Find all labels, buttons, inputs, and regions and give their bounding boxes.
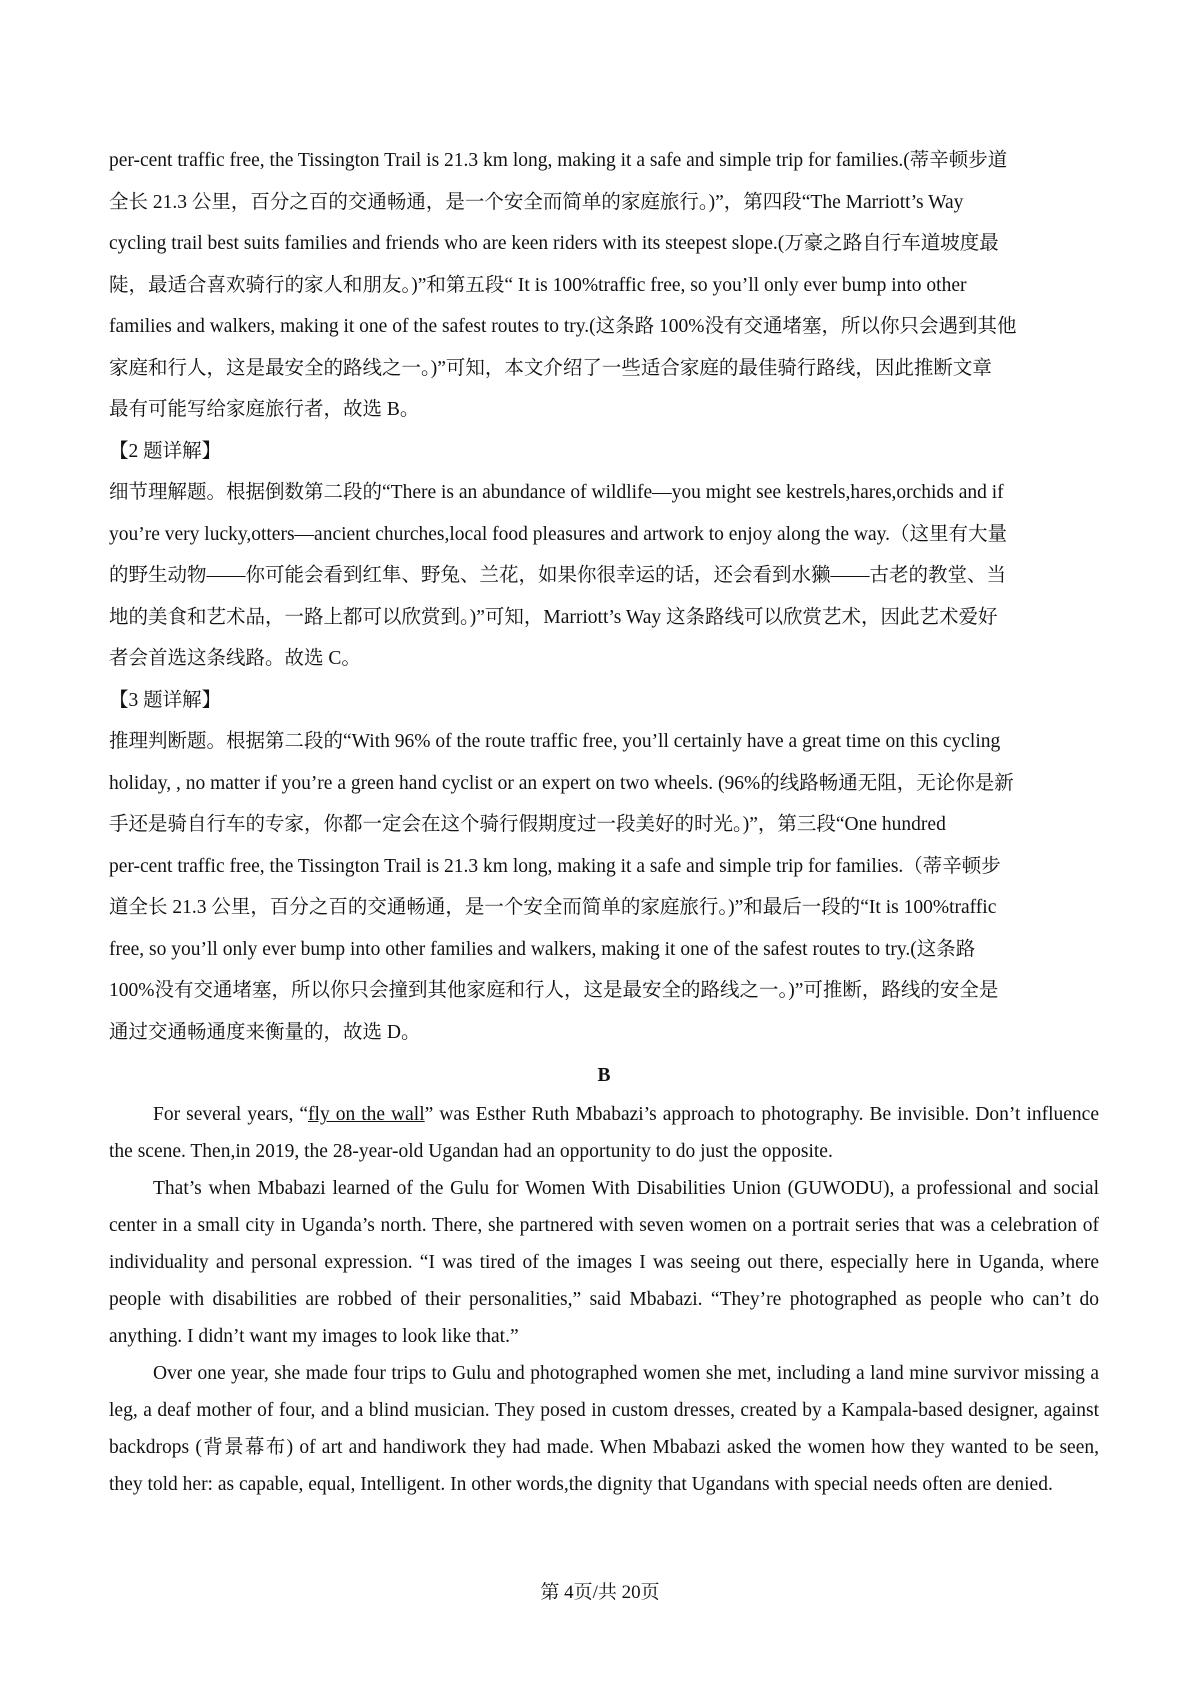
text-line: 手还是骑自行车的专家，你都一定会在这个骑行假期度过一段美好的时光。)”，第三段“One hundred [109,814,946,835]
paragraph-1-start: For several years, “ [153,1104,309,1125]
question-3-explanation [109,680,1099,1054]
paragraph-1-rest: ” was Esther Ruth Mbabazi’s approach to photography. Be invisible. Don’t influence the scene. Then,in 2019, the 28-year-old Ugandan had an opportunity to do just the opposite. [109,1104,1099,1162]
question-2-heading: 【2 题详解】 [109,440,222,462]
passage-paragraph-2: That’s when Mbabazi learned of the Gulu for Women With Disabilities Union (GUWODU), a professional and social center in a small city in Uganda’s north. There, she partnered with seven women on a portrait series that was a celebration of individuality and personal expression. “I was tired of the images I was seeing out there, especially here in Uganda, where people with disabilities are robbed of their personalities,” said Mbabazi. “They’re photographed as people who can’t do anything. I didn’t want my images to look like that.” [109,1178,1099,1347]
text-line: 家庭和行人，这是最安全的路线之一。)”可知，本文介绍了一些适合家庭的最佳骑行路线，因此推断文章 [109,357,992,379]
section-b-title: B [597,1065,611,1086]
text-line: 通过交通畅通度来衡量的，故选 D。 [109,1021,421,1043]
page-content [109,140,1099,1503]
passage-paragraph-1 [109,1096,1099,1170]
text-line: families and walkers, making it one of the safest routes to try.(这条路 100%没有交通堵塞，所以你只会遇到其他 [109,316,1017,337]
text-line: 地的美食和艺术品，一路上都可以欣赏到。)”可知，Marriott’s Way 这条路线可以欣赏艺术，因此艺术爱好 [109,606,998,628]
text-line: per-cent traffic free, the Tissington Trail is 21.3 km long, making it a safe and simple trip for families.（蒂辛顿步 [109,855,1001,877]
text-line: free, so you’ll only ever bump into other families and walkers, making it one of the safest routes to try.(这条路 [109,938,976,960]
text-line: you’re very lucky,otters—ancient churches,local food pleasures and artwork to enjoy along the way.（这里有大量 [109,523,1007,545]
text-line: per-cent traffic free, the Tissington Trail is 21.3 km long, making it a safe and simple trip for families.(蒂辛顿步道 [109,150,1008,171]
text-line: holiday, , no matter if you’re a green hand cyclist or an expert on two wheels. (96%的线路畅通无阻，无论你是新 [109,772,1014,794]
text-line: 道全长 21.3 公里，百分之百的交通畅通，是一个安全而简单的家庭旅行。)”和最后一段的“It is 100%traffic [109,897,997,918]
text-line: 的野生动物——你可能会看到红隼、野兔、兰花，如果你很幸运的话，还会看到水獭——古老的教堂、当 [109,565,1007,586]
text-line: 细节理解题。根据倒数第二段的“There is an abundance of wildlife—you might see kestrels,hares,orchids and if [109,482,1004,503]
text-line: cycling trail best suits families and friends who are keen riders with its steepest slope.(万豪之路自行车道坡度最 [109,233,999,254]
answer-1-explanation [109,140,1099,431]
text-line: 者会首选这条线路。故选 C。 [109,648,361,669]
question-3-heading: 【3 题详解】 [109,689,222,711]
text-line: 陡，最适合喜欢骑行的家人和朋友。)”和第五段“ It is 100%traffic free, so you’ll only ever bump into other [109,274,967,296]
page-number-footer: 第 4页/共 20页 [540,1582,660,1603]
passage-paragraph-3: Over one year, she made four trips to Gulu and photographed women she met, including a land mine survivor missing a leg, a deaf mother of four, and a blind musician. They posed in custom dresses, created by a Kampala-based designer, against backdrops (背景幕布) of art and handiwork they had made. When Mbabazi asked the women how they wanted to be seen, they told her: as capable, equal, Intelligent. In other words,the dignity that Ugandans with special needs often are denied. [109,1363,1099,1495]
text-line: 全长 21.3 公里，百分之百的交通畅通，是一个安全而简单的家庭旅行。)”，第四段“The Marriott’s Way [109,191,964,213]
text-line: 100%没有交通堵塞，所以你只会撞到其他家庭和行人，这是最安全的路线之一。)”可推断，路线的安全是 [109,980,999,1001]
text-line: 推理判断题。根据第二段的“With 96% of the route traffic free, you’ll certainly have a great time on this cycling [109,731,1001,752]
underlined-phrase: fly on the wall [308,1104,425,1125]
question-2-explanation [109,431,1099,680]
text-line: 最有可能写给家庭旅行者，故选 B。 [109,399,420,420]
